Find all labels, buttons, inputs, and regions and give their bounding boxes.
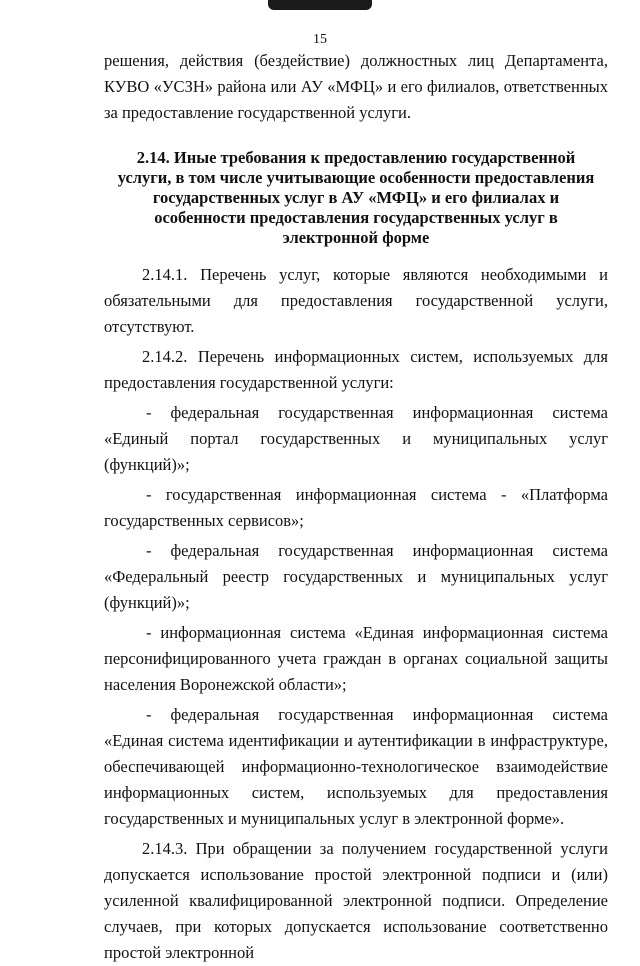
- paragraph-2-14-2: 2.14.2. Перечень информационных систем, используемых для предоставления государственной услуги:: [104, 347, 608, 392]
- scan-edge-mark: [268, 0, 372, 10]
- list-item: - государственная информационная система - «Платформа государственных сервисов»;: [104, 485, 608, 530]
- section-heading: 2.14. Иные требования к предоставлению государственной услуги, в том числе учитывающие особенности предоставления государственных услуг в АУ «МФЦ» и его филиалах и особенности предоставления государственных услуг в электронной форме: [117, 148, 595, 247]
- paragraph-2-14-3: 2.14.3. При обращении за получением государственной услуги допускается использование простой электронной подписи и (или) усиленной квалифицированной электронной подписи. Определение случаев, при которых допускается использование соответственно простой электронной: [104, 839, 608, 962]
- list-item: - федеральная государственная информационная система «Единый портал государственных и муниципальных услуг (функций)»;: [104, 403, 608, 474]
- document-body: [104, 48, 608, 966]
- list-item: - информационная система «Единая информационная система персонифицированного учета граждан в органах социальной защиты населения Воронежской области»;: [104, 623, 608, 694]
- paragraph-2-14-1: 2.14.1. Перечень услуг, которые являются необходимыми и обязательными для предоставления государственной услуги, отсутствуют.: [104, 265, 608, 336]
- intro-paragraph: решения, действия (бездействие) должностных лиц Департамента, КУВО «УСЗН» района или АУ «МФЦ» и его филиалов, ответственных за предоставление государственной услуги.: [104, 51, 608, 122]
- list-item: - федеральная государственная информационная система «Единая система идентификации и аутентификации в инфраструктуре, обеспечивающей информационно-технологическое взаимодействие информационных систем, используемых для предоставления государственных и муниципальных услуг в электронной форме».: [104, 705, 608, 828]
- list-item: - федеральная государственная информационная система «Федеральный реестр государственных и муниципальных услуг (функций)»;: [104, 541, 608, 612]
- page-number: 15: [313, 32, 327, 47]
